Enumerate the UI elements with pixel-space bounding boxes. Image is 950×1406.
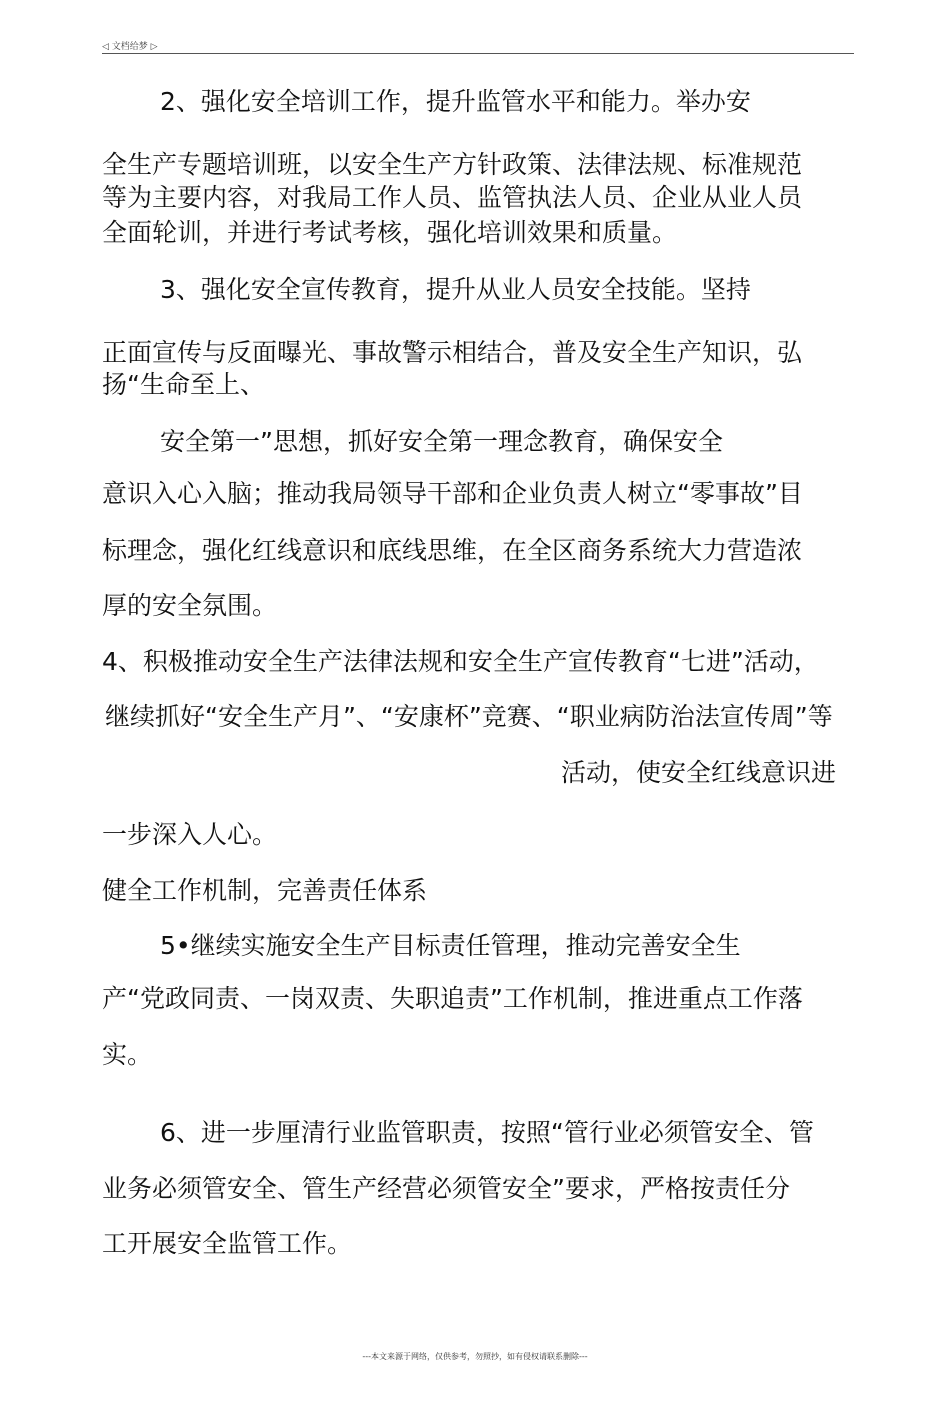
p4-line-4: 一步深入人心。 [102, 820, 278, 849]
p2-line-1: 2、强化安全培训工作，提升监管水平和能力。举办安 [160, 87, 751, 116]
footer-disclaimer: ---本文来源于网络，仅供参考，勿照抄，如有侵权请联系删除--- [362, 1352, 588, 1361]
p3-line-7: 厚的安全氛围。 [102, 591, 278, 620]
p3-line-5: 意识入心入脑；推动我局领导干部和企业负责人树立“零事故”目 [102, 479, 803, 508]
p3-line-1: 3、强化安全宣传教育，提升从业人员安全技能。坚持 [160, 275, 751, 304]
p3-line-2: 正面宣传与反面曝光、事故警示相结合，普及安全生产知识，弘 [102, 338, 803, 367]
p5-line-1: 5•继续实施安全生产目标责任管理，推动完善安全生 [160, 931, 741, 960]
p3-line-3: 扬“生命至上、 [102, 370, 265, 399]
p6-line-1: 6、进一步厘清行业监管职责，按照“管行业必须管安全、管 [160, 1118, 814, 1147]
p5-line-2: 产“党政同责、一岗双责、失职追责”工作机制，推进重点工作落 [102, 984, 803, 1013]
section-heading: 健全工作机制，完善责任体系 [102, 876, 428, 905]
p4-line-3: 活动，使安全红线意识进 [561, 758, 837, 787]
p4-line-1: 4、积极推动安全生产法律法规和安全生产宣传教育“七进”活动， [102, 647, 819, 676]
p4-line-2: 继续抓好“安全生产月”、“安康杯”竞赛、“职业病防治法宣传周”等 [105, 702, 833, 731]
p5-line-3: 实。 [102, 1040, 153, 1069]
p2-line-2: 全生产专题培训班，以安全生产方针政策、法律法规、标准规范 [102, 150, 803, 179]
p2-line-4: 全面轮训，并进行考试考核，强化培训效果和质量。 [102, 218, 678, 247]
p3-line-6: 标理念，强化红线意识和底线思维，在全区商务系统大力营造浓 [102, 536, 803, 565]
p6-line-3: 工开展安全监管工作。 [102, 1229, 353, 1258]
p3-line-4: 安全第一”思想，抓好安全第一理念教育，确保安全 [160, 427, 723, 456]
header-watermark: ◁ 文档给梦 ▷ [102, 42, 158, 52]
page-header [102, 39, 854, 54]
p6-line-2: 业务必须管安全、管生产经营必须管安全”要求，严格按责任分 [102, 1174, 790, 1203]
p2-line-3: 等为主要内容，对我局工作人员、监管执法人员、企业从业人员 [102, 183, 803, 212]
